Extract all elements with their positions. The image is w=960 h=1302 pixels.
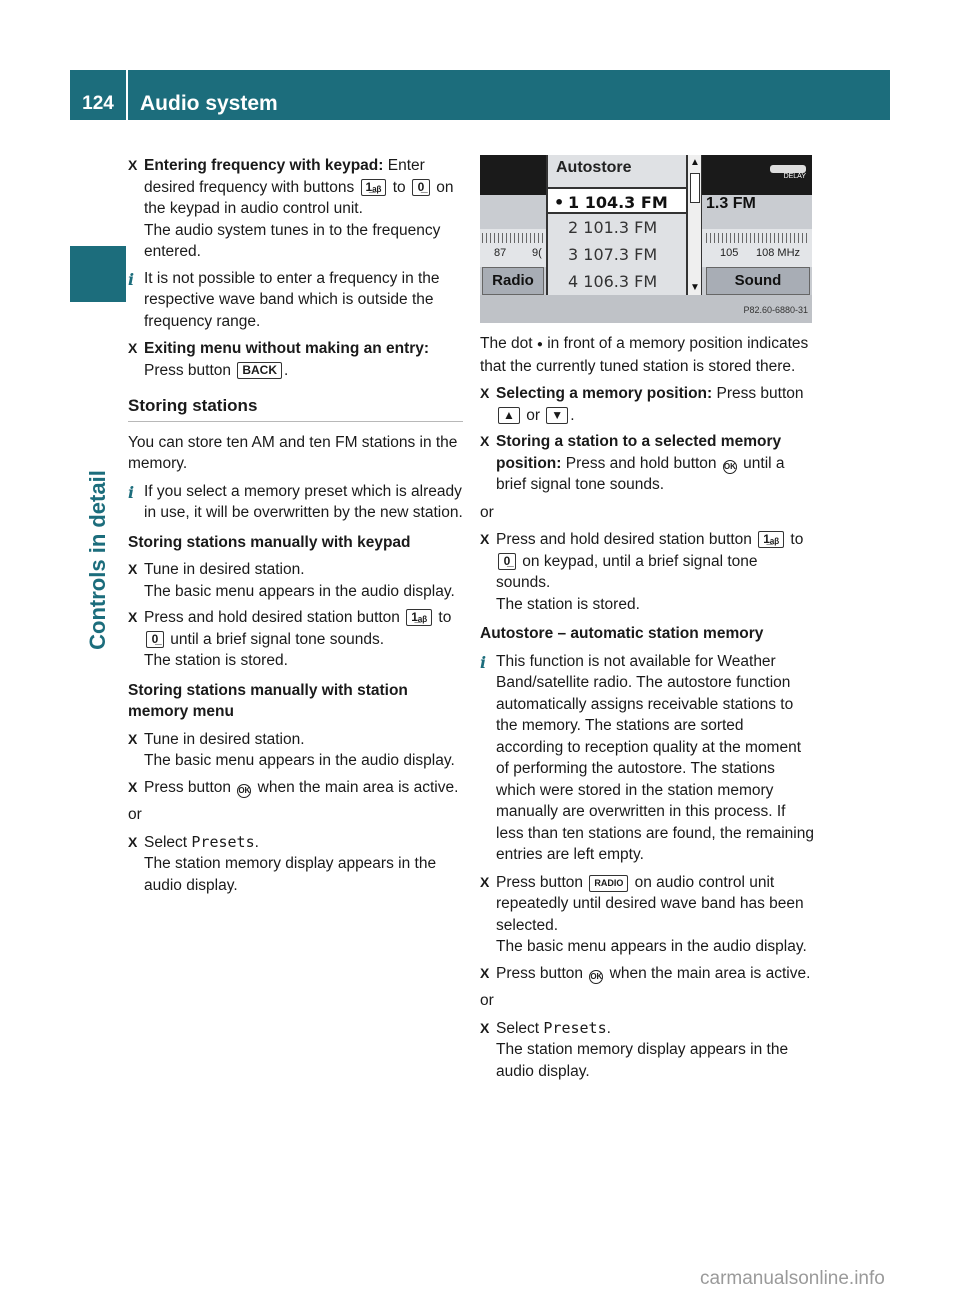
key-1-icon: 1̲ₐᵦ <box>361 179 387 196</box>
step-press-ok: X Press button OK when the main area is active. <box>128 777 463 799</box>
radio-key-icon: RADIO <box>589 875 628 892</box>
step-marker-icon: X <box>128 730 138 747</box>
paragraph-memory-capacity: You can store ten AM and ten FM stations in the memory. <box>128 433 458 472</box>
step-marker-icon: X <box>480 1019 490 1036</box>
preset-row[interactable]: 3 107.3 FM <box>568 245 658 264</box>
step-marker-icon: X <box>128 609 138 625</box>
step-marker-icon: X <box>128 340 138 356</box>
sound-softkey[interactable]: Sound <box>706 267 810 295</box>
step-marker-icon: X <box>480 964 490 981</box>
info-note-overwrite: i If you select a memory preset which is already in use, it will be overwritten by the new station. <box>128 482 463 521</box>
header-divider <box>126 70 128 120</box>
bullet-dot-icon: ● <box>536 339 543 350</box>
or-separator: or <box>480 992 494 1009</box>
down-key-icon: ▼ <box>546 407 568 424</box>
info-note-frequency-range: i It is not possible to enter a frequency in the respective wave band which is outside the frequency range. <box>128 269 440 330</box>
subheading-keypad: Storing stations manually with keypad <box>128 533 411 551</box>
info-note-autostore: i This function is not available for Weather Band/satellite radio. The autostore function automatically assigns receivable stations to the memory. The stations are sorted according to reception quality at the moment of performing the autostore. The stations which were stored in the station memory manually are overwritten in this process. If less than ten stations are found, the remaining entries are left empty. <box>480 652 814 863</box>
watermark: carmanualsonline.info <box>700 1268 885 1289</box>
step-tune-station: X Tune in desired station. The basic menu appears in the audio display. <box>128 561 455 600</box>
or-separator: or <box>128 806 142 823</box>
ok-key-icon: OK <box>589 970 603 984</box>
step-marker-icon: X <box>480 385 490 401</box>
right-column <box>480 333 815 1087</box>
preset-row[interactable]: 4 106.3 FM <box>568 272 658 291</box>
step-store-selected-position: X Storing a station to a selected memory position: Press and hold button OK until a brief signal tone sounds. <box>480 433 785 493</box>
scroll-up-icon[interactable]: ▲ <box>690 157 700 168</box>
scroll-down-icon[interactable]: ▼ <box>690 282 700 293</box>
scale-label: 9( <box>532 247 542 259</box>
delay-logo-icon: DELAY <box>762 165 806 181</box>
step-marker-icon: X <box>128 561 138 577</box>
popup-scrollbar[interactable] <box>688 155 702 295</box>
scroll-thumb[interactable] <box>690 173 700 203</box>
info-icon: i <box>480 652 487 672</box>
scale-label: 87 <box>494 247 507 259</box>
scale-label: 108 MHz <box>756 247 801 259</box>
step-press-hold-station: X Press and hold desired station button 1̲ₐᵦ to 0̲ until a brief signal tone sounds. The station is stored. <box>128 609 452 669</box>
step-tune-station-2: X Tune in desired station. The basic menu appears in the audio display. <box>128 730 455 769</box>
step-press-radio: X Press button RADIO on audio control unit repeatedly until desired wave band has been selected. The basic menu appears in the audio display. <box>480 873 807 955</box>
image-reference: P82.60-6880-31 <box>743 305 808 315</box>
step-marker-icon: X <box>128 833 138 850</box>
step-press-hold-keypad: X Press and hold desired station button 1̲ₐᵦ to 0̲ on keypad, until a brief signal tone sounds. The station is stored. <box>480 531 804 613</box>
step-entering-frequency: X Entering frequency with keypad: Enter desired frequency with buttons 1̲ₐᵦ to 0̲ on the keypad in audio control unit. The audio system tunes in to the frequency entered. <box>128 157 454 260</box>
step-marker-icon: X <box>480 531 490 547</box>
scale-label: 105 <box>720 247 739 259</box>
step-marker-icon: X <box>480 873 490 890</box>
side-tab-marker <box>70 246 126 302</box>
current-station-dot-icon: • <box>554 193 565 212</box>
step-select-presets: X Select Presets. The station memory display appears in the audio display. <box>128 832 437 894</box>
side-tab-label: Controls in detail <box>85 470 110 650</box>
step-marker-icon: X <box>128 157 138 173</box>
popup-title: Autostore <box>556 159 632 176</box>
info-icon: i <box>128 269 135 289</box>
key-0-icon: 0̲ <box>146 631 164 648</box>
section-heading-storing-stations: Storing stations <box>128 395 463 422</box>
step-marker-icon: X <box>480 433 490 449</box>
key-1-icon: 1̲ₐᵦ <box>406 609 432 626</box>
scale-ticks-left <box>482 233 544 243</box>
info-icon: i <box>128 482 135 502</box>
key-0-icon: 0̲ <box>412 179 430 196</box>
radio-softkey[interactable]: Radio <box>482 267 544 295</box>
key-0-icon: 0̲ <box>498 553 516 570</box>
paragraph-dot-explanation: The dot ● in front of a memory position indicates that the currently tuned station is stored there. <box>480 335 809 375</box>
page-title: Audio system <box>140 92 278 115</box>
ok-key-icon: OK <box>723 460 737 474</box>
up-key-icon: ▲ <box>498 407 520 424</box>
step-marker-icon: X <box>128 778 138 795</box>
preset-row[interactable]: 2 101.3 FM <box>568 218 658 237</box>
step-select-presets-2: X Select Presets. The station memory display appears in the audio display. <box>480 1018 789 1080</box>
page-number: 124 <box>82 93 114 114</box>
key-1-icon: 1̲ₐᵦ <box>758 531 784 548</box>
subheading-autostore: Autostore – automatic station memory <box>480 625 764 642</box>
autostore-popup <box>546 155 688 295</box>
subheading-memory-menu: Storing stations manually with station memory menu <box>128 681 408 720</box>
step-exiting-menu: X Exiting menu without making an entry: Press button BACK . <box>128 340 430 379</box>
back-key-icon: BACK <box>237 362 282 379</box>
audio-display-screenshot <box>480 155 812 323</box>
step-press-ok-2: X Press button OK when the main area is active. <box>480 963 815 985</box>
scale-ticks-right <box>706 233 810 243</box>
step-select-memory-position: X Selecting a memory position: Press button ▲ or ▼ . <box>480 385 804 424</box>
or-separator: or <box>480 503 494 521</box>
left-column <box>128 155 463 901</box>
ok-key-icon: OK <box>237 784 251 798</box>
background-frequency: 1.3 FM <box>706 195 756 212</box>
preset-row[interactable]: • 1 104.3 FM <box>548 187 686 214</box>
